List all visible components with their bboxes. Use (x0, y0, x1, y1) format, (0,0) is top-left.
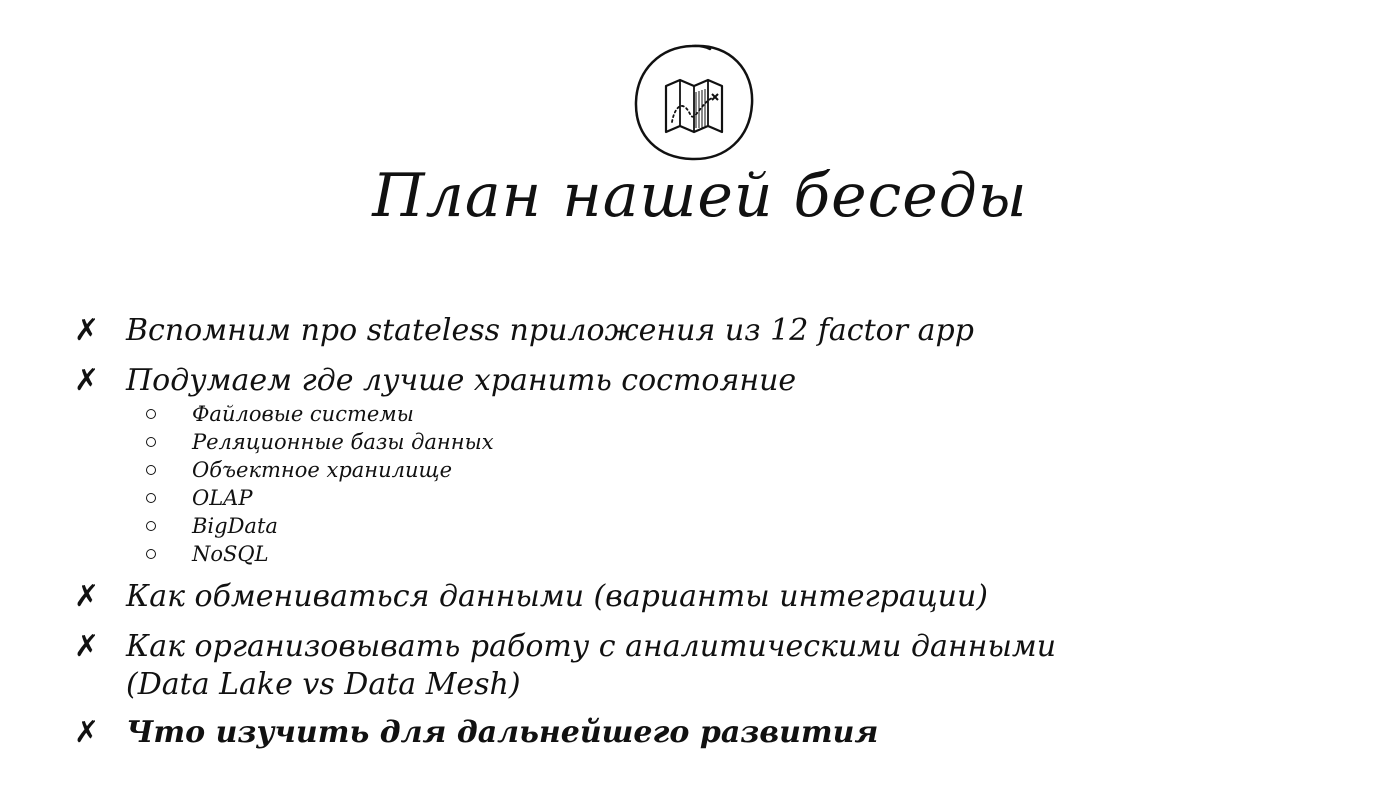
treasure-map-icon (630, 40, 758, 166)
circle-bullet-icon (146, 409, 156, 419)
list-item (74, 628, 1126, 704)
page-title: План нашей беседы (372, 161, 1028, 231)
sub-list-item: Объектное хранилище (146, 456, 494, 484)
list-item-text: Как обмениваться данными (варианты интеграции) (126, 579, 989, 614)
list-item-text: Вспомним про stateless приложения из 12 factor app (126, 313, 974, 348)
circle-bullet-icon (146, 521, 156, 531)
circle-bullet-icon (146, 549, 156, 559)
cross-mark-icon: ✗ (74, 579, 100, 614)
list-item-text: Как организовывать работу с аналитическими данными (Data Lake vs Data Mesh) (126, 629, 1057, 702)
circle-bullet-icon (146, 465, 156, 475)
cross-mark-icon: ✗ (74, 313, 100, 348)
list-item-text: Что изучить для дальнейшего развития (126, 715, 879, 750)
sub-list-item: Реляционные базы данных (146, 428, 494, 456)
sub-list-item: BigData (146, 512, 494, 540)
list-item (74, 714, 878, 752)
sub-list (146, 400, 494, 568)
cross-mark-icon: ✗ (74, 629, 100, 664)
list-item (74, 312, 974, 350)
list-item (74, 362, 796, 400)
list-item (74, 578, 988, 616)
cross-mark-icon: ✗ (74, 715, 100, 750)
circle-bullet-icon (146, 493, 156, 503)
sub-list-item: Файловые системы (146, 400, 494, 428)
sub-list-item: NoSQL (146, 540, 494, 568)
circle-bullet-icon (146, 437, 156, 447)
list-item-text: Подумаем где лучше хранить состояние (126, 363, 797, 398)
sub-list-item: OLAP (146, 484, 494, 512)
cross-mark-icon: ✗ (74, 363, 100, 398)
